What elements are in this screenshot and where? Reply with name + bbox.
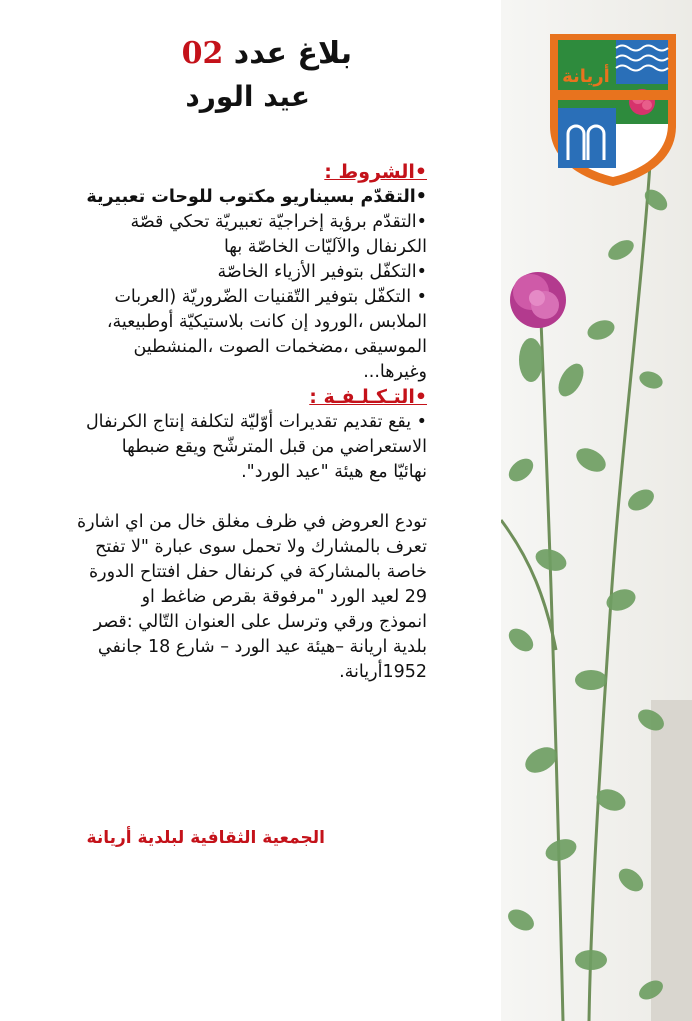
cost-line: نهائيّا مع هيئة "عيد الورد". (241, 462, 427, 482)
submission-line: 29 لعيد الورد "مرفوقة بقرص ضاغط او (141, 587, 427, 607)
submission-line: بلدية اريانة –هيئة عيد الورد – شارع 18 جانفي (97, 637, 427, 657)
announcement-number: 02 (181, 36, 224, 71)
announcement-body (40, 160, 427, 685)
svg-text:أريانة: أريانة (562, 66, 610, 87)
conditions-line: •التكفّل بتوفير الأزياء الخاصّة (217, 262, 427, 282)
title-word: بلاغ عدد (233, 36, 352, 71)
conditions-heading: •الشروط : (324, 161, 427, 183)
cost-heading: •التـكـلـفـة : (309, 386, 427, 408)
submission-line: خاصة بالمشاركة في كرنفال حفل افتتاح الدورة (88, 562, 427, 582)
conditions-line: وغيرها... (363, 362, 427, 382)
signature: الجمعية الثقافية لبلدية أريانة (86, 828, 325, 848)
submission-line: تودع العروض في ظرف مغلق خال من اي اشارة (76, 512, 427, 532)
conditions-line: • التكفّل بتوفير التّقنيات الضّروريّة (العربات (114, 287, 427, 307)
conditions-line: الملابس ،الورود إن كانت بلاستيكيّة أوطبيعية، (106, 312, 427, 332)
submission-line: 1952أريانة. (339, 662, 427, 682)
ariana-crest (546, 30, 680, 188)
rose-bloom (510, 272, 566, 328)
conditions-line: •التقدّم برؤية إخراجيّة تعبيريّة تحكي قصّة (130, 212, 427, 232)
announcement-title (182, 36, 352, 71)
cost-line: • يقع تقديم تقديرات أوّليّة لتكلفة إنتاج الكرنفال (85, 412, 427, 432)
submission-line: تعرف بالمشارك ولا تحمل سوى عبارة "لا تفتح (95, 537, 427, 557)
event-name: عيد الورد (185, 80, 310, 113)
conditions-line: الكرنفال والآليّات الخاصّة بها (223, 237, 427, 257)
cost-line: الاستعراضي من قبل المترشّح ويقع ضبطها (121, 437, 427, 457)
conditions-line: الموسيقى ،مضخمات الصوت ،المنشطين (133, 337, 427, 357)
submission-line: انموذج ورقي وترسل على العنوان التّالي :قصر (93, 612, 427, 632)
conditions-line: •التقدّم بسيناريو مكتوب للوحات تعبيرية (86, 187, 427, 207)
